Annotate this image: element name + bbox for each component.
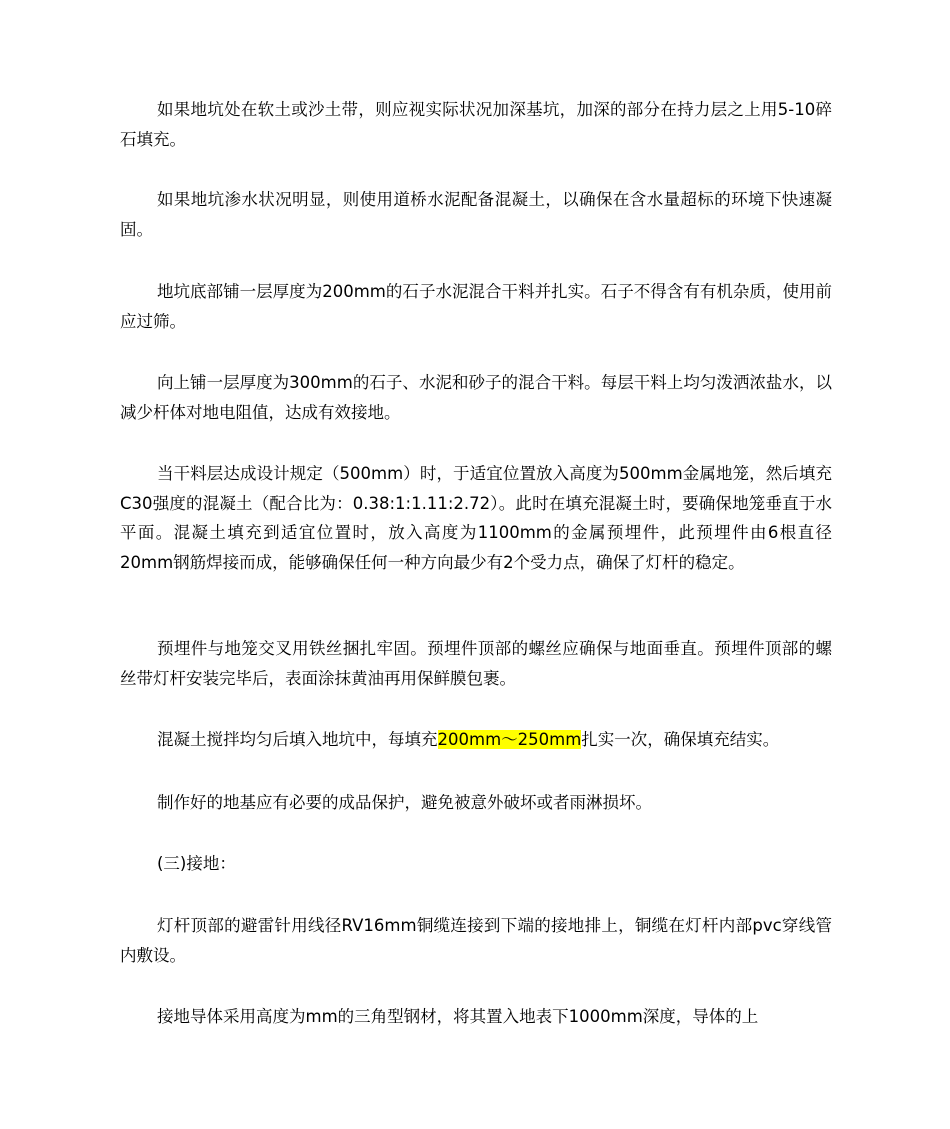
section-heading-grounding: (三)接地： <box>157 854 236 873</box>
paragraph-2: 如果地坑渗水状况明显，则使用道桥水泥配备混凝土，以确保在含水量超标的环境下快速凝固。 <box>120 190 832 239</box>
paragraph-7 <box>120 725 832 755</box>
paragraph-10: 灯杆顶部的避雷针用线径RV16mm铜缆连接到下端的接地排上，铜缆在灯杆内部pvc穿线管内敷设。 <box>120 916 832 965</box>
paragraph-6: 预埋件与地笼交叉用铁丝捆扎牢固。预埋件顶部的螺丝应确保与地面垂直。预埋件顶部的螺丝带灯杆安装完毕后，表面涂抹黄油再用保鲜膜包裹。 <box>120 639 832 688</box>
paragraph-7-before: 混凝土搅拌均匀后填入地坑中，每填充 <box>157 730 438 749</box>
paragraph-7-after: 扎实一次，确保填充结实。 <box>581 730 780 749</box>
paragraph-8: 制作好的地基应有必要的成品保护，避免被意外破坏或者雨淋损坏。 <box>157 793 652 812</box>
paragraph-3: 地坑底部铺一层厚度为200mm的石子水泥混合干料并扎实。石子不得含有有机杂质，使用前应过筛。 <box>120 282 832 331</box>
highlighted-text: 200mm～250mm <box>437 730 582 749</box>
paragraph-11: 接地导体采用高度为mm的三角型钢材，将其置入地表下1000mm深度，导体的上 <box>157 1007 759 1026</box>
paragraph-5: 当干料层达成设计规定（500mm）时，于适宜位置放入高度为500mm金属地笼，然后填充C30强度的混凝土（配合比为：0.38:1:1.11:2.72）。此时在填充混凝土时，要确保地笼垂直于水平面。混凝土填充到适宜位置时，放入高度为1100mm的金属预埋件，此预埋件由6根直径20mm钢筋焊接而成，能够确保任何一种方向最少有2个受力点，确保了灯杆的稳定。 <box>120 464 832 572</box>
paragraph-4: 向上铺一层厚度为300mm的石子、水泥和砂子的混合干料。每层干料上均匀泼洒浓盐水，以减少杆体对地电阻值，达成有效接地。 <box>120 373 832 422</box>
paragraph-1: 如果地坑处在软土或沙土带，则应视实际状况加深基坑，加深的部分在持力层之上用5-10碎石填充。 <box>120 100 832 149</box>
